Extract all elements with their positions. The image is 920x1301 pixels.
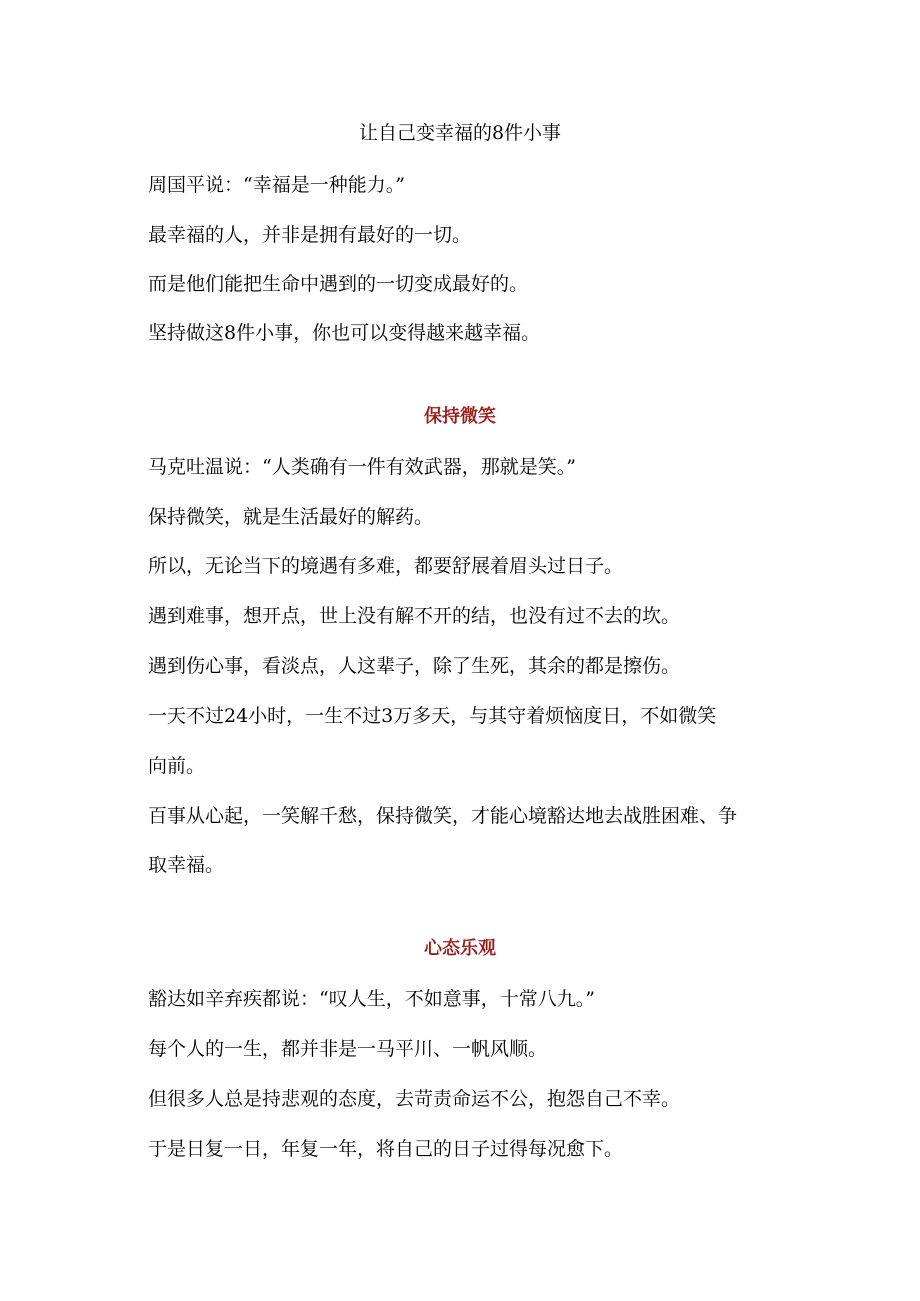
section-line: 遇到伤心事，看淡点，人这辈子，除了生死，其余的都是擦伤。 xyxy=(148,655,681,677)
intro-line: 而是他们能把生命中遇到的一切变成最好的。 xyxy=(148,273,529,295)
section-line: 每个人的一生，都并非是一马平川、一帆风顺。 xyxy=(148,1038,548,1060)
section-line: 所以，无论当下的境遇有多难，都要舒展着眉头过日子。 xyxy=(148,555,624,577)
section-line: 取幸福。 xyxy=(148,854,225,876)
intro-line: 最幸福的人，并非是拥有最好的一切。 xyxy=(148,224,472,246)
section-line: 豁达如辛弃疾都说：“叹人生，不如意事，十常八九。” xyxy=(148,988,595,1010)
intro-line: 周国平说：“幸福是一种能力。” xyxy=(148,174,405,196)
section-line: 于是日复一日，年复一年，将自己的日子过得每况愈下。 xyxy=(148,1138,624,1160)
section-line: 一天不过24小时，一生不过3万多天，与其守着烦恼度日，不如微笑 xyxy=(148,705,717,727)
section-line: 马克吐温说：“人类确有一件有效武器，那就是笑。” xyxy=(148,456,576,478)
section-line: 遇到难事，想开点，世上没有解不开的结，也没有过不去的坎。 xyxy=(148,605,681,627)
section-line: 保持微笑，就是生活最好的解药。 xyxy=(148,506,434,528)
intro-line: 坚持做这8件小事，你也可以变得越来越幸福。 xyxy=(148,322,541,344)
section-line: 百事从心起，一笑解千愁，保持微笑，才能心境豁达地去战胜困难、争 xyxy=(148,805,738,827)
section-heading-optimism: 心态乐观 xyxy=(424,938,496,959)
section-line: 向前。 xyxy=(148,755,206,777)
document-title: 让自己变幸福的8件小事 xyxy=(358,122,562,144)
section-line: 但很多人总是持悲观的态度，去苛责命运不公，抱怨自己不幸。 xyxy=(148,1088,681,1110)
section-heading-smile: 保持微笑 xyxy=(424,406,496,427)
